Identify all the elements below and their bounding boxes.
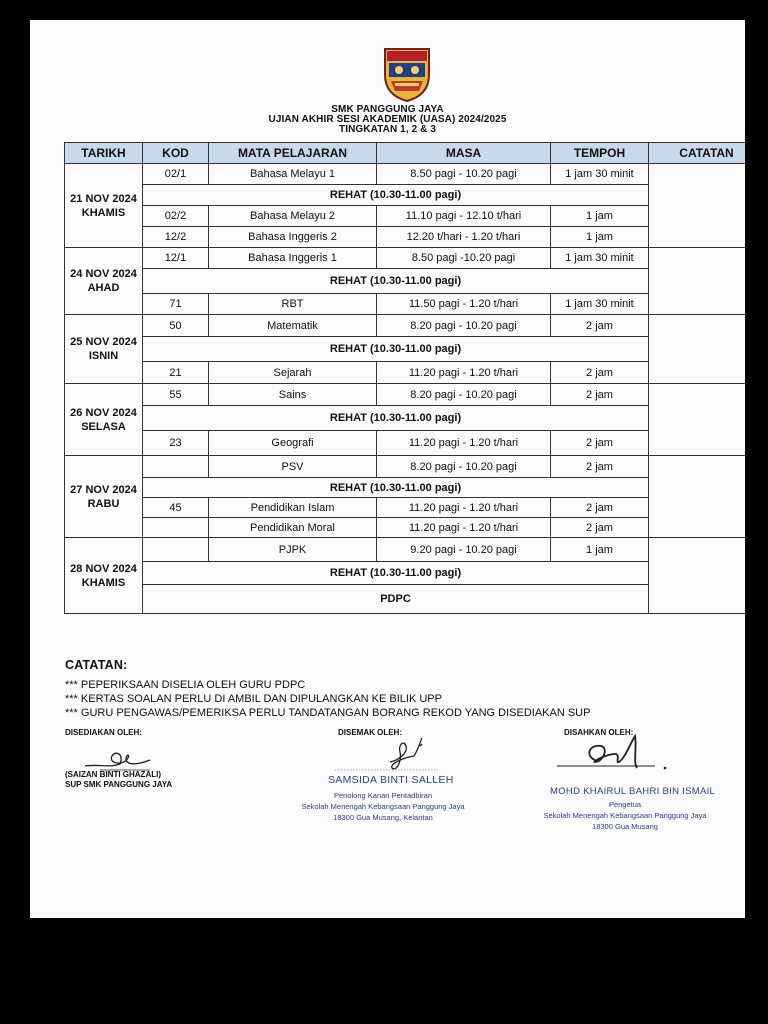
table-header-row bbox=[65, 143, 746, 164]
table-row bbox=[65, 164, 746, 185]
kod-cell: 21 bbox=[143, 362, 209, 384]
date-cell bbox=[65, 315, 143, 384]
schedule-body bbox=[65, 164, 746, 614]
table-row bbox=[65, 518, 746, 538]
day-text: KHAMIS bbox=[81, 576, 126, 589]
note-line: *** KERTAS SOALAN PERLU DI AMBIL DAN DIPULANGKAN KE BILIK UPP bbox=[65, 693, 442, 705]
note-line: *** GURU PENGAWAS/PEMERIKSA PERLU TANDATANGAN BORANG REKOD YANG DISEDIAKAN SUP bbox=[65, 707, 591, 719]
break-row bbox=[65, 585, 746, 614]
duration-cell: 1 jam bbox=[551, 538, 649, 562]
break-row bbox=[65, 185, 746, 206]
duration-cell: 2 jam bbox=[551, 456, 649, 478]
table-row bbox=[65, 456, 746, 478]
kod-cell bbox=[143, 456, 209, 478]
time-cell: 11.10 pagi - 12.10 t/hari bbox=[377, 206, 551, 227]
approved-by-school: Sekolah Menengah Kebangsaan Panggung Jaya bbox=[543, 811, 707, 820]
date-cell bbox=[65, 538, 143, 614]
checked-by-name: SAMSIDA BINTI SALLEH bbox=[328, 774, 454, 786]
subject-cell: Sains bbox=[209, 384, 377, 406]
approved-by-label: DISAHKAN OLEH: bbox=[564, 728, 634, 737]
day-text: KHAMIS bbox=[81, 206, 126, 219]
table-row bbox=[65, 315, 746, 337]
pdpc-cell: PDPC bbox=[143, 585, 649, 614]
rehat-cell: REHAT (10.30-11.00 pagi) bbox=[143, 269, 649, 294]
duration-cell: 1 jam 30 minit bbox=[551, 164, 649, 185]
checked-signature bbox=[330, 732, 440, 776]
date-text: 26 NOV 2024 bbox=[70, 406, 137, 419]
break-row bbox=[65, 269, 746, 294]
time-cell: 8.50 pagi - 10.20 pagi bbox=[377, 164, 551, 185]
col-header-mata-pelajaran: MATA PELAJARAN bbox=[209, 143, 377, 164]
break-row bbox=[65, 562, 746, 585]
date-cell bbox=[65, 384, 143, 456]
duration-cell: 2 jam bbox=[551, 518, 649, 538]
level-title: TINGKATAN 1, 2 & 3 bbox=[339, 124, 436, 135]
prepared-by-name: (SAIZAN BINTI GHAZALI) bbox=[65, 770, 161, 779]
time-cell: 8.20 pagi - 10.20 pagi bbox=[377, 456, 551, 478]
table-row bbox=[65, 384, 746, 406]
document-page bbox=[30, 20, 745, 918]
checked-by-title: Penolong Kanan Pentadbiran bbox=[334, 791, 432, 800]
date-cell bbox=[65, 248, 143, 315]
catatan-cell bbox=[649, 315, 746, 384]
table-row bbox=[65, 227, 746, 248]
time-cell: 11.20 pagi - 1.20 t/hari bbox=[377, 518, 551, 538]
time-cell: 11.20 pagi - 1.20 t/hari bbox=[377, 431, 551, 456]
table-row bbox=[65, 431, 746, 456]
date-text: 28 NOV 2024 bbox=[70, 562, 137, 575]
checked-by-stamp bbox=[288, 790, 478, 823]
notes-title: CATATAN: bbox=[65, 658, 128, 672]
subject-cell: PSV bbox=[209, 456, 377, 478]
col-header-kod: KOD bbox=[143, 143, 209, 164]
approved-by-title: Pengetua bbox=[608, 800, 642, 809]
time-cell: 11.20 pagi - 1.20 t/hari bbox=[377, 498, 551, 518]
date-cell bbox=[65, 456, 143, 538]
prepared-by-label: DISEDIAKAN OLEH: bbox=[65, 728, 142, 737]
approved-signature bbox=[555, 732, 675, 778]
subject-cell: Bahasa Melayu 2 bbox=[209, 206, 377, 227]
kod-cell bbox=[143, 538, 209, 562]
time-cell: 8.20 pagi - 10.20 pagi bbox=[377, 384, 551, 406]
time-cell: 9.20 pagi - 10.20 pagi bbox=[377, 538, 551, 562]
table-row bbox=[65, 538, 746, 562]
checked-by-label: DISEMAK OLEH: bbox=[338, 728, 402, 737]
date-text: 25 NOV 2024 bbox=[70, 336, 137, 348]
date-text: 21 NOV 2024 bbox=[70, 192, 137, 205]
rehat-cell: REHAT (10.30-11.00 pagi) bbox=[143, 337, 649, 362]
day-text: ISNIN bbox=[88, 350, 119, 362]
table-row bbox=[65, 498, 746, 518]
col-header-masa: MASA bbox=[377, 143, 551, 164]
prepared-by-title: SUP SMK PANGGUNG JAYA bbox=[65, 780, 173, 789]
date-text: 27 NOV 2024 bbox=[70, 483, 137, 496]
catatan-cell bbox=[649, 384, 746, 456]
kod-cell: 45 bbox=[143, 498, 209, 518]
subject-cell: Sejarah bbox=[209, 362, 377, 384]
day-text: RABU bbox=[87, 497, 120, 510]
kod-cell: 02/2 bbox=[143, 206, 209, 227]
break-row bbox=[65, 478, 746, 498]
subject-cell: Pendidikan Islam bbox=[209, 498, 377, 518]
kod-cell: 23 bbox=[143, 431, 209, 456]
duration-cell: 2 jam bbox=[551, 362, 649, 384]
kod-cell: 71 bbox=[143, 294, 209, 315]
school-crest-icon bbox=[381, 45, 433, 103]
checked-by-school: Sekolah Menengah Kebangsaan Panggung Jaya bbox=[301, 802, 465, 811]
subject-cell: Pendidikan Moral bbox=[209, 518, 377, 538]
duration-cell: 2 jam bbox=[551, 384, 649, 406]
duration-cell: 1 jam 30 minit bbox=[551, 294, 649, 315]
date-cell bbox=[65, 164, 143, 248]
catatan-cell bbox=[649, 456, 746, 538]
time-cell: 11.50 pagi - 1.20 t/hari bbox=[377, 294, 551, 315]
subject-cell: Geografi bbox=[209, 431, 377, 456]
rehat-cell: REHAT (10.30-11.00 pagi) bbox=[143, 406, 649, 431]
break-row bbox=[65, 337, 746, 362]
kod-cell: 02/1 bbox=[143, 164, 209, 185]
time-cell: 8.20 pagi - 10.20 pagi bbox=[377, 315, 551, 337]
catatan-cell bbox=[649, 538, 746, 614]
break-row bbox=[65, 406, 746, 431]
rehat-cell: REHAT (10.30-11.00 pagi) bbox=[143, 478, 649, 498]
duration-cell: 2 jam bbox=[551, 431, 649, 456]
table-row bbox=[65, 206, 746, 227]
col-header-tarikh: TARIKH bbox=[65, 143, 143, 164]
subject-cell: Bahasa Melayu 1 bbox=[209, 164, 377, 185]
notes-section bbox=[65, 658, 590, 720]
approved-by-name: MOHD KHAIRUL BAHRI BIN ISMAIL bbox=[550, 786, 716, 797]
col-header-tempoh: TEMPOH bbox=[551, 143, 649, 164]
subject-cell: Bahasa Inggeris 2 bbox=[209, 227, 377, 248]
kod-cell: 55 bbox=[143, 384, 209, 406]
rehat-cell: REHAT (10.30-11.00 pagi) bbox=[143, 562, 649, 585]
subject-cell: RBT bbox=[209, 294, 377, 315]
kod-cell bbox=[143, 518, 209, 538]
duration-cell: 2 jam bbox=[551, 315, 649, 337]
time-cell: 8.50 pagi -10.20 pagi bbox=[377, 248, 551, 269]
time-cell: 12.20 t/hari - 1.20 t/hari bbox=[377, 227, 551, 248]
duration-cell: 1 jam bbox=[551, 206, 649, 227]
table-row bbox=[65, 362, 746, 384]
school-name: SMK PANGGUNG JAYA bbox=[331, 104, 444, 115]
table-row bbox=[65, 294, 746, 315]
approved-by-stamp bbox=[540, 799, 710, 832]
day-text: SELASA bbox=[81, 420, 126, 433]
exam-schedule-table bbox=[64, 142, 745, 614]
catatan-cell bbox=[649, 164, 746, 248]
date-text: 24 NOV 2024 bbox=[70, 268, 137, 280]
approved-by-address: 18300 Gua Musang bbox=[592, 822, 658, 831]
kod-cell: 50 bbox=[143, 315, 209, 337]
kod-cell: 12/2 bbox=[143, 227, 209, 248]
duration-cell: 2 jam bbox=[551, 498, 649, 518]
time-cell: 11.20 pagi - 1.20 t/hari bbox=[377, 362, 551, 384]
duration-cell: 1 jam 30 minit bbox=[551, 248, 649, 269]
rehat-cell: REHAT (10.30-11.00 pagi) bbox=[143, 185, 649, 206]
subject-cell: Bahasa Inggeris 1 bbox=[209, 248, 377, 269]
checked-by-address: 18300 Gua Musang, Kelantan bbox=[333, 813, 433, 822]
note-line: *** PEPERIKSAAN DISELIA OLEH GURU PDPC bbox=[65, 679, 306, 691]
duration-cell: 1 jam bbox=[551, 227, 649, 248]
exam-title: UJIAN AKHIR SESI AKADEMIK (UASA) 2024/2025 bbox=[268, 114, 507, 125]
col-header-catatan: CATATAN bbox=[649, 143, 746, 164]
subject-cell: PJPK bbox=[209, 538, 377, 562]
kod-cell: 12/1 bbox=[143, 248, 209, 269]
catatan-cell bbox=[649, 248, 746, 315]
subject-cell: Matematik bbox=[209, 315, 377, 337]
day-text: AHAD bbox=[87, 282, 120, 294]
table-row bbox=[65, 248, 746, 269]
